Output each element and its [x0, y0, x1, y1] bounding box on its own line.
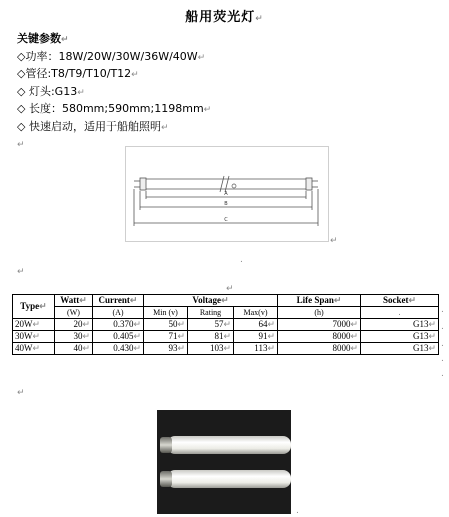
header-voltage-min: Min (v) [144, 307, 188, 319]
paragraph-mark: . [441, 339, 444, 349]
header-watt: Watt↵ [55, 295, 93, 307]
fluorescent-tube-photo [157, 410, 291, 514]
cell-life-span: 8000↵ [278, 331, 361, 343]
key-parameters-heading: 关键参数↵ [17, 32, 69, 45]
diamond-bullet-icon: ◇ [17, 119, 26, 133]
table-header-row [13, 295, 439, 307]
param-length: ◇ 长度：580mm;590mm;1198mm↵ [17, 102, 212, 115]
lamp-dimension-drawing [126, 147, 328, 241]
paragraph-mark: . [441, 354, 444, 364]
cell-voltage-max: 113↵ [234, 343, 278, 355]
key-parameters [17, 31, 211, 154]
cell-life-span: 8000↵ [278, 343, 361, 355]
header-voltage: Voltage↵ [144, 295, 278, 307]
diamond-bullet-icon: ◇ [17, 102, 26, 115]
dimension-label-a: A [224, 191, 228, 197]
paragraph-mark: . [296, 506, 299, 516]
cell-voltage-rating: 103↵ [188, 343, 234, 355]
paragraph-mark: . [441, 322, 444, 332]
diamond-bullet-icon: ◇ [17, 84, 26, 98]
table-row [13, 331, 439, 343]
diamond-bullet-icon: ◇ [17, 49, 26, 63]
cell-type: 20W↵ [13, 319, 55, 331]
cell-socket: G13↵ [361, 331, 439, 343]
header-socket-unit: . [361, 307, 439, 319]
paragraph-mark: ↵ [226, 284, 234, 294]
cell-life-span: 7000↵ [278, 319, 361, 331]
paragraph-mark: ↵ [330, 236, 338, 246]
cell-watt: 40↵ [55, 343, 93, 355]
dimension-label-c: C [224, 217, 228, 223]
param-power: ◇功率：18W/20W/30W/36W/40W↵ [17, 49, 206, 63]
diameter-symbol-icon [232, 184, 236, 188]
cell-voltage-min: 93↵ [144, 343, 188, 355]
cell-voltage-max: 64↵ [234, 319, 278, 331]
document-title: 船用荧光灯↵ [185, 10, 264, 25]
header-watt-unit: (W) [55, 307, 93, 319]
cell-voltage-min: 71↵ [144, 331, 188, 343]
header-voltage-rating: Rating [188, 307, 234, 319]
lamp-dimension-diagram [125, 146, 329, 242]
param-tube-diameter: ◇管径:T8/T9/T10/T12↵ [17, 67, 139, 80]
cell-voltage-max: 91↵ [234, 331, 278, 343]
cell-voltage-rating: 57↵ [188, 319, 234, 331]
param-base: ◇ 灯头:G13↵ [17, 84, 85, 98]
cell-socket: G13↵ [361, 319, 439, 331]
cell-current: 0.405↵ [93, 331, 144, 343]
table-row [13, 343, 439, 355]
cell-watt: 30↵ [55, 331, 93, 343]
cell-type: 40W↵ [13, 343, 55, 355]
paragraph-mark: ↵ [17, 388, 25, 398]
header-type: Type↵ [13, 295, 55, 319]
spec-table [12, 294, 439, 355]
table-row [13, 319, 439, 331]
lamp-photo [157, 410, 291, 514]
paragraph-mark: ↵ [17, 140, 25, 150]
table-subheader-row [13, 307, 439, 319]
header-socket: Socket↵ [361, 295, 439, 307]
paragraph-mark: . [240, 255, 243, 265]
param-application: ◇ 快速启动，适用于船舶照明↵ [17, 119, 169, 133]
header-current-unit: (A) [93, 307, 144, 319]
cell-voltage-rating: 81↵ [188, 331, 234, 343]
cell-current: 0.430↵ [93, 343, 144, 355]
paragraph-mark: . [441, 369, 444, 379]
diamond-bullet-icon: ◇ [17, 67, 26, 80]
header-life-unit: (h) [278, 307, 361, 319]
paragraph-mark: . [441, 305, 444, 315]
header-current: Current↵ [93, 295, 144, 307]
cell-voltage-min: 50↵ [144, 319, 188, 331]
cell-socket: G13↵ [361, 343, 439, 355]
cell-watt: 20↵ [55, 319, 93, 331]
cell-current: 0.370↵ [93, 319, 144, 331]
header-voltage-max: Max(v) [234, 307, 278, 319]
paragraph-mark: ↵ [17, 267, 25, 277]
dimension-label-b: B [224, 201, 228, 207]
header-life-span: Life Span↵ [278, 295, 361, 307]
cell-type: 30W↵ [13, 331, 55, 343]
